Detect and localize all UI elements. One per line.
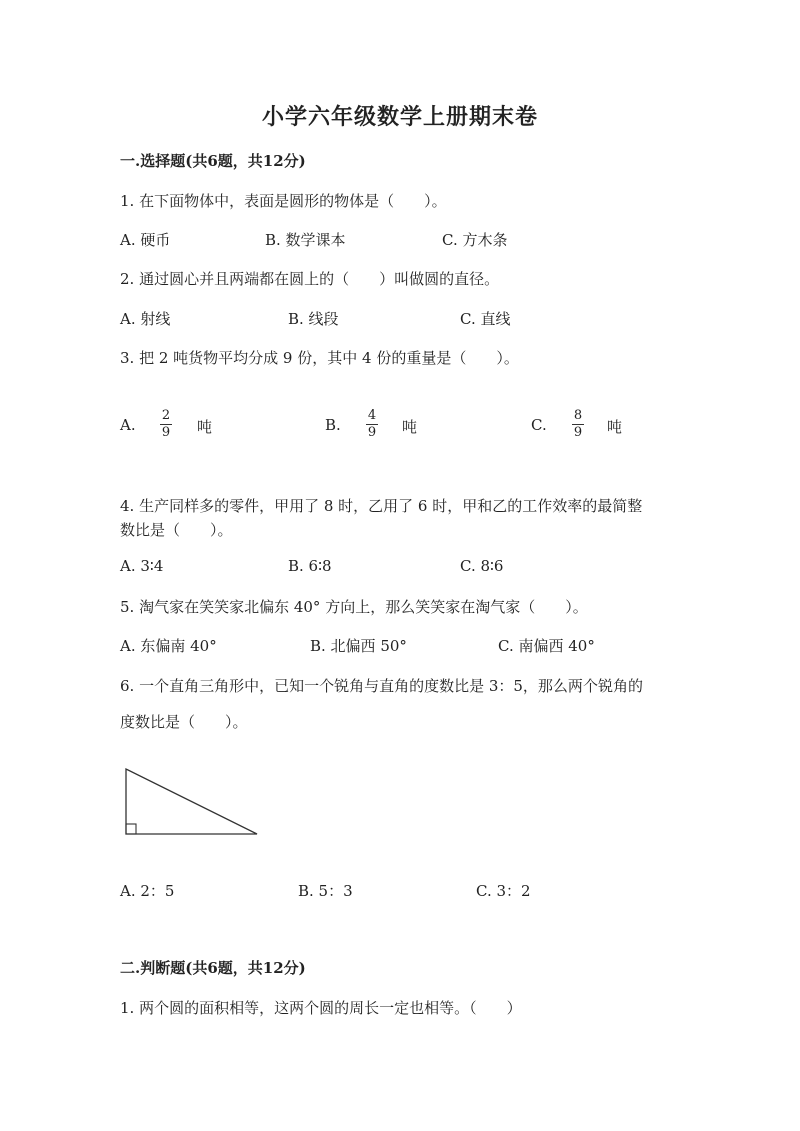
page-title: 小学六年级数学上册期末卷 (261, 104, 538, 130)
q3-option-b-label: B. (325, 416, 341, 434)
q5-option-b: B. 北偏西 50° (310, 637, 407, 655)
q1-option-a: A. 硬币 (120, 231, 171, 249)
question-1-3: 3. 把 2 吨货物平均分成 9 份，其中 4 份的重量是（ ）。 (120, 349, 519, 367)
q1-option-b: B. 数学课本 (265, 231, 346, 249)
q2-option-a: A. 射线 (120, 310, 171, 328)
q3-option-c-unit: 吨 (607, 418, 623, 436)
question-1-6-line-2: 度数比是（ ）。 (120, 713, 248, 731)
question-1-4-line-2: 数比是（ ）。 (120, 521, 233, 539)
q1-option-c: C. 方木条 (442, 231, 508, 249)
q4-option-a: A. 3∶4 (120, 557, 164, 575)
q6-option-b: B. 5：3 (298, 882, 353, 900)
q3-option-a-label: A. (120, 416, 136, 434)
fraction-denominator: 9 (367, 425, 377, 440)
right-angle-marker (126, 824, 136, 834)
q3-option-a-unit: 吨 (197, 418, 213, 436)
question-1-6-line-1: 6. 一个直角三角形中，已知一个锐角与直角的度数比是 3：5，那么两个锐角的 (120, 677, 643, 695)
question-1-4-line-1: 4. 生产同样多的零件，甲用了 8 时，乙用了 6 时，甲和乙的工作效率的最简整 (120, 497, 643, 515)
question-1-1: 1. 在下面物体中，表面是圆形的物体是（ ）。 (120, 192, 447, 210)
q3-option-b-fraction (366, 409, 378, 440)
q3-option-b-unit: 吨 (402, 418, 418, 436)
section-1-heading: 一.选择题(共6题，共12分) (120, 152, 306, 170)
question-1-2: 2. 通过圆心并且两端都在圆上的（ ）叫做圆的直径。 (120, 270, 500, 288)
q5-option-c: C. 南偏西 40° (498, 637, 595, 655)
q4-option-b: B. 6∶8 (288, 557, 332, 575)
q6-option-a: A. 2：5 (120, 882, 175, 900)
fraction-numerator: 2 (161, 408, 171, 423)
q4-option-c: C. 8∶6 (460, 557, 504, 575)
fraction-numerator: 8 (573, 408, 583, 423)
fraction-numerator: 4 (367, 408, 377, 423)
fraction-denominator: 9 (161, 425, 171, 440)
q5-option-a: A. 东偏南 40° (120, 637, 217, 655)
q6-option-c: C. 3：2 (476, 882, 531, 900)
q2-option-c: C. 直线 (460, 310, 511, 328)
right-triangle-figure (120, 765, 265, 840)
fraction-denominator: 9 (573, 425, 583, 440)
question-1-5: 5. 淘气家在笑笑家北偏东 40° 方向上，那么笑笑家在淘气家（ ）。 (120, 598, 588, 616)
q3-option-c-fraction (572, 409, 584, 440)
section-2-heading: 二.判断题(共6题，共12分) (120, 959, 306, 977)
question-2-1: 1. 两个圆的面积相等，这两个圆的周长一定也相等。（ ） (120, 999, 522, 1017)
q3-option-a-fraction (160, 409, 172, 440)
q2-option-b: B. 线段 (288, 310, 339, 328)
triangle-outline (126, 769, 257, 834)
q3-option-c-label: C. (531, 416, 547, 434)
